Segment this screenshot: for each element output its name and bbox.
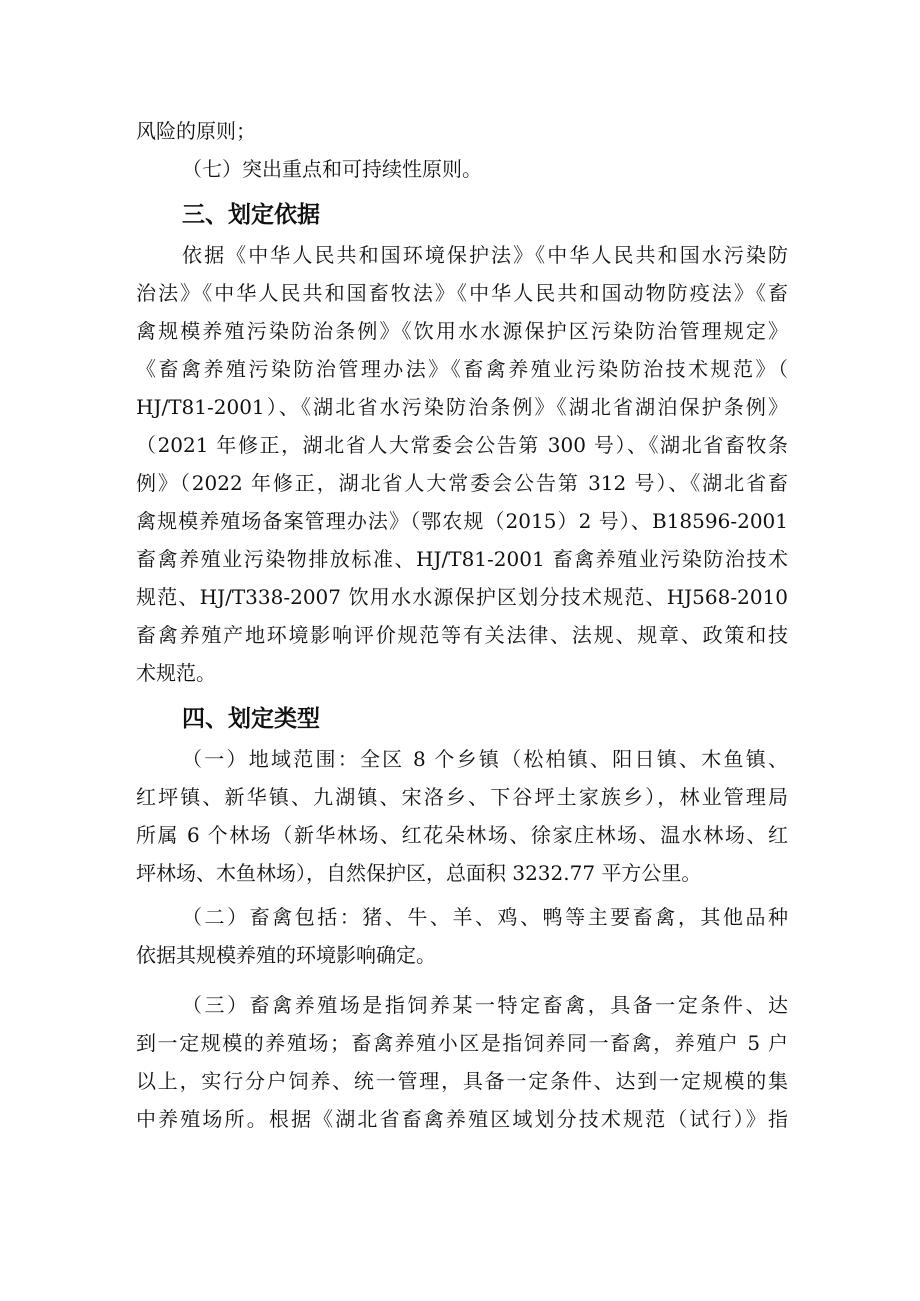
section-3-line: 治法》《中华人民共和国畜牧法》《中华人民共和国动物防疫法》《畜 [136, 281, 788, 305]
section-3-line: 例》（2022 年修正，湖北省人大常委会公告第 312 号）、《湖北省畜 [136, 471, 788, 495]
section-4-para-3-line: 中养殖场所。根据《湖北省畜禽养殖区域划分技术规范（试行）》指 [136, 1107, 788, 1131]
section-4-para-3-line: 以上，实行分户饲养、统一管理，具备一定条件、达到一定规模的集 [136, 1069, 788, 1093]
section-4-para-1-line: 红坪镇、新华镇、九湖镇、宋洛乡、下谷坪土家族乡），林业管理局 [136, 785, 788, 809]
section-4-para-3-line: （三）畜禽养殖场是指饲养某一特定畜禽，具备一定条件、达 [182, 993, 788, 1017]
intro-line-1: 风险的原则； [136, 119, 256, 143]
section-3-line: 规范、HJ/T338-2007 饮用水水源保护区划分技术规范、HJ568-2010 [136, 585, 788, 609]
section-3-line: 术规范。 [136, 661, 216, 685]
document-body [136, 112, 788, 1138]
section-3-line: （2021 年修正，湖北省人大常委会公告第 300 号）、《湖北省畜牧条 [136, 433, 788, 457]
section-3-heading: 三、划定依据 [182, 202, 320, 228]
section-3-line: 禽规模养殖污染防治条例》《饮用水水源保护区污染防治管理规定》 [136, 319, 788, 343]
principle-7: （七）突出重点和可持续性原则。 [182, 157, 482, 181]
section-4-para-1-line: 坪林场、木鱼林场），自然保护区，总面积 3232.77 平方公里。 [136, 861, 702, 885]
section-4-heading: 四、划定类型 [182, 706, 320, 732]
section-3-line: HJ/T81-2001）、《湖北省水污染防治条例》《湖北省湖泊保护条例》 [136, 395, 788, 419]
section-3-line: 禽规模养殖场备案管理办法》（鄂农规（2015）2 号）、B18596-2001 [136, 509, 788, 533]
section-3-line: 畜禽养殖业污染物排放标准、HJ/T81-2001 畜禽养殖业污染防治技术 [136, 547, 788, 571]
section-3-line: 畜禽养殖产地环境影响评价规范等有关法律、法规、规章、政策和技 [136, 623, 788, 647]
section-4-para-2-line: 依据其规模养殖的环境影响确定。 [136, 943, 436, 967]
section-4-para-1-line: 所属 6 个林场（新华林场、红花朵林场、徐家庄林场、温水林场、红 [136, 823, 788, 847]
section-4-para-3-line: 到一定规模的养殖场；畜禽养殖小区是指饲养同一畜禽，养殖户 5 户 [136, 1031, 788, 1055]
section-3-line: 依据《中华人民共和国环境保护法》《中华人民共和国水污染防 [182, 243, 788, 267]
section-4-para-1-line: （一）地域范围：全区 8 个乡镇（松柏镇、阳日镇、木鱼镇、 [182, 747, 788, 771]
section-3-line: 《畜禽养殖污染防治管理办法》《畜禽养殖业污染防治技术规范》（ [136, 357, 788, 381]
section-4-para-2-line: （二）畜禽包括：猪、牛、羊、鸡、鸭等主要畜禽，其他品种 [182, 905, 788, 929]
